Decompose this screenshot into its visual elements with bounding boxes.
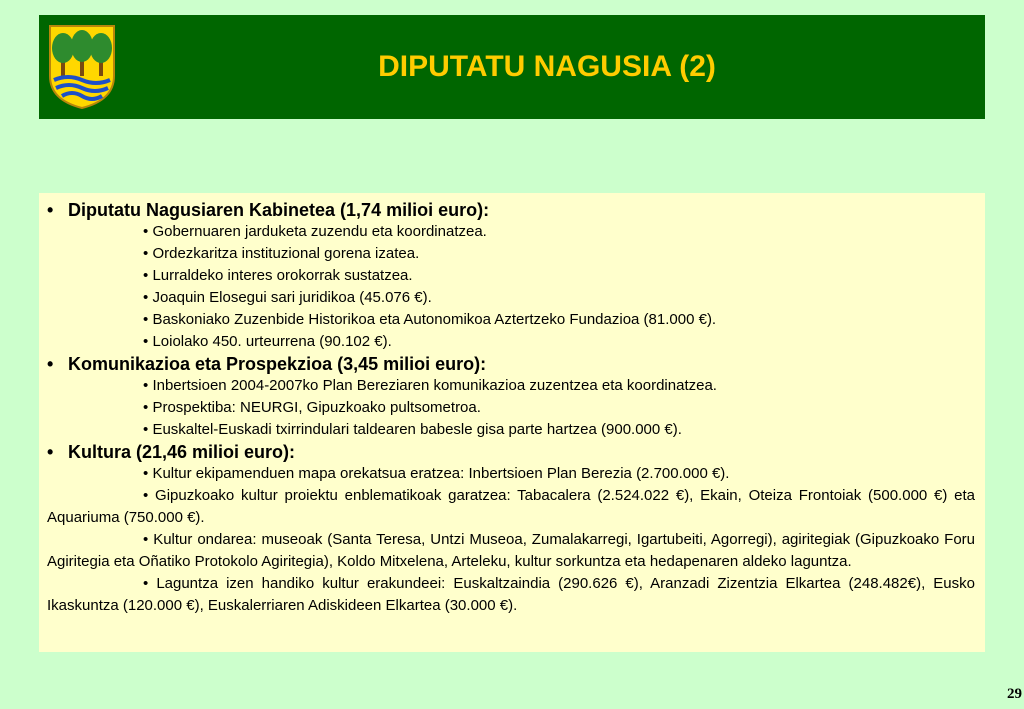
list-item: • Gobernuaren jarduketa zuzendu eta koordinatzea.: [143, 223, 487, 240]
list-item: • Laguntza izen handiko kultur erakundeei: Euskaltzaindia (290.626 €), Aranzadi Zizentzia Elkartea (248.482€), Eusko Ikaskuntza (120.000 €), Euskalerriaren Adiskideen Elkartea (30.000 €).: [47, 575, 975, 614]
list-item: • Prospektiba: NEURGI, Gipuzkoako pultsometroa.: [143, 399, 481, 416]
section-heading-text: Komunikazioa eta Prospekzioa (3,45 milioi euro):: [68, 354, 487, 374]
list-item: • Joaquin Elosegui sari juridikoa (45.076 €).: [143, 289, 432, 306]
content-panel: [39, 193, 985, 652]
section-heading: [47, 441, 975, 463]
bullet-icon: •: [47, 354, 54, 374]
list-item: • Ordezkaritza instituzional gorena izatea.: [143, 245, 420, 262]
bullet-icon: •: [47, 200, 54, 220]
list-item: • Kultur ekipamenduen mapa orekatsua eratzea: Inbertsioen Plan Berezia (2.700.000 €).: [143, 465, 730, 482]
page-title: DIPUTATU NAGUSIA (2): [378, 50, 716, 83]
list-item: • Inbertsioen 2004-2007ko Plan Bereziaren komunikazioa zuzentzea eta koordinatzea.: [143, 377, 717, 394]
section-heading-text: Kultura (21,46 milioi euro):: [68, 442, 296, 462]
list-item: • Baskoniako Zuzenbide Historikoa eta Autonomikoa Aztertzeko Fundazioa (81.000 €).: [143, 311, 717, 328]
list-item: • Euskaltel-Euskadi txirrindulari taldearen babesle gisa parte hartzea (900.000 €).: [143, 421, 682, 438]
list-item: • Lurraldeko interes orokorrak sustatzea.: [143, 267, 413, 284]
list-item: • Gipuzkoako kultur proiektu enblematikoak garatzea: Tabacalera (2.524.022 €), Ekain, Oteiza Frontoiak (500.000 €) eta Aquariuma (750.000 €).: [47, 487, 975, 526]
page-number: 29: [1007, 686, 1022, 702]
bullet-icon: •: [47, 442, 54, 462]
list-item: • Kultur ondarea: museoak (Santa Teresa, Untzi Museoa, Zumalakarregi, Igartubeiti, Agorregi), agiritegiak (Gipuzkoako Foru Agiritegia eta Oñatiko Protokolo Agiritegia), Koldo Mitxelena, Arteleku, kultur sorkuntza eta hedapenaren aldeko laguntza.: [47, 531, 975, 570]
section-heading-text: Diputatu Nagusiaren Kabinetea (1,74 milioi euro):: [68, 200, 490, 220]
section-heading: [47, 199, 975, 221]
section-heading: [47, 353, 975, 375]
title-band: [39, 15, 985, 119]
list-item: • Loiolako 450. urteurrena (90.102 €).: [143, 333, 392, 350]
